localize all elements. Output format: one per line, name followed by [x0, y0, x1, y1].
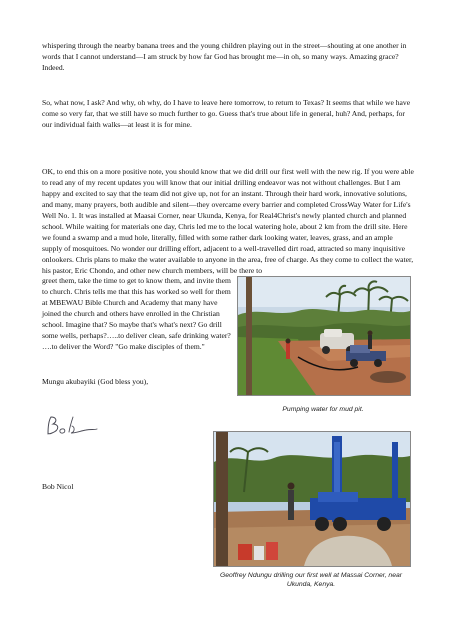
photo-pumping-water-image: [238, 277, 410, 395]
photo-1-caption: Pumping water for mud pit.: [282, 406, 364, 413]
letter-closing: Mungu akubayiki (God bless you),: [42, 377, 149, 386]
photo-2-caption: Geoffrey Ndungu drilling our first well at Massai Corner, near Ukunda, Kenya.: [219, 572, 403, 588]
letter-paragraph-3: OK, to end this on a more positive note, you should know that we did drill our first well with the new rig. If you were able to read any of my recent updates you will know that our initial drilling endeavor was not without challenges. But I am happy and excited to say that the team did not give up, not for an instant. Through their hard work, innovative solutions, and many, many prayers, both audible and silent—they overcame every barrier and completed CrossWay Water for Life's Well No. 1. It was installed at Maasai Corner, near Ukunda, Kenya, for Real4Christ's newly planted church and planned school. While waiting for materials one day, Chris led me to the local watering hole, about 2 km from the drill site. Here we found a swamp and a mud hole, literally, filled with some rather dark looking water, leaves, grass, and an ample supply of mosquitoes. No wonder our drilling effort, adjacent to a well-travelled dirt road, attracted so many inquisitive onlookers. Chris plans to make the water available to anyone in the area, free of charge. As they come to collect the water, his pastor, Eric Chondo, and other new church members, will be there to: [42, 167, 414, 275]
photo-drilling-rig-image: [214, 432, 410, 566]
letter-paragraph-1: whispering through the nearby banana trees and the young children playing out in the street—shouting at one another in words that I cannot understand—I am struck by how far God has brought me—in oh, so many ways. Amazing grace? Indeed.: [42, 41, 407, 72]
photo-pumping-water: [237, 276, 411, 396]
letter-paragraph-2: So, what now, I ask? And why, oh why, do I have to leave here tomorrow, to return to Texas? It seems that while we have come so very far, that we still have so much further to go. Guess that's true about life in general, huh? And, perhaps, for our individual faith walks—at least it is for mine.: [42, 98, 411, 129]
handwritten-signature: [42, 412, 102, 442]
signer-name: Bob Nicol: [42, 482, 74, 491]
letter-paragraph-3-continued: greet them, take the time to get to know them, and invite them to church. Chris tells me that this has worked so well for them at MBEWAU Bible Church and Academy that many have joined the church and others have enrolled in the Christian school. Imagine that? So maybe that's what's next? Go drill some wells, perhaps?…..to deliver clean, safe drinking water? ….to deliver the Word? "Go make disciples of them.": [42, 276, 231, 351]
photo-drilling-rig: [213, 431, 411, 567]
